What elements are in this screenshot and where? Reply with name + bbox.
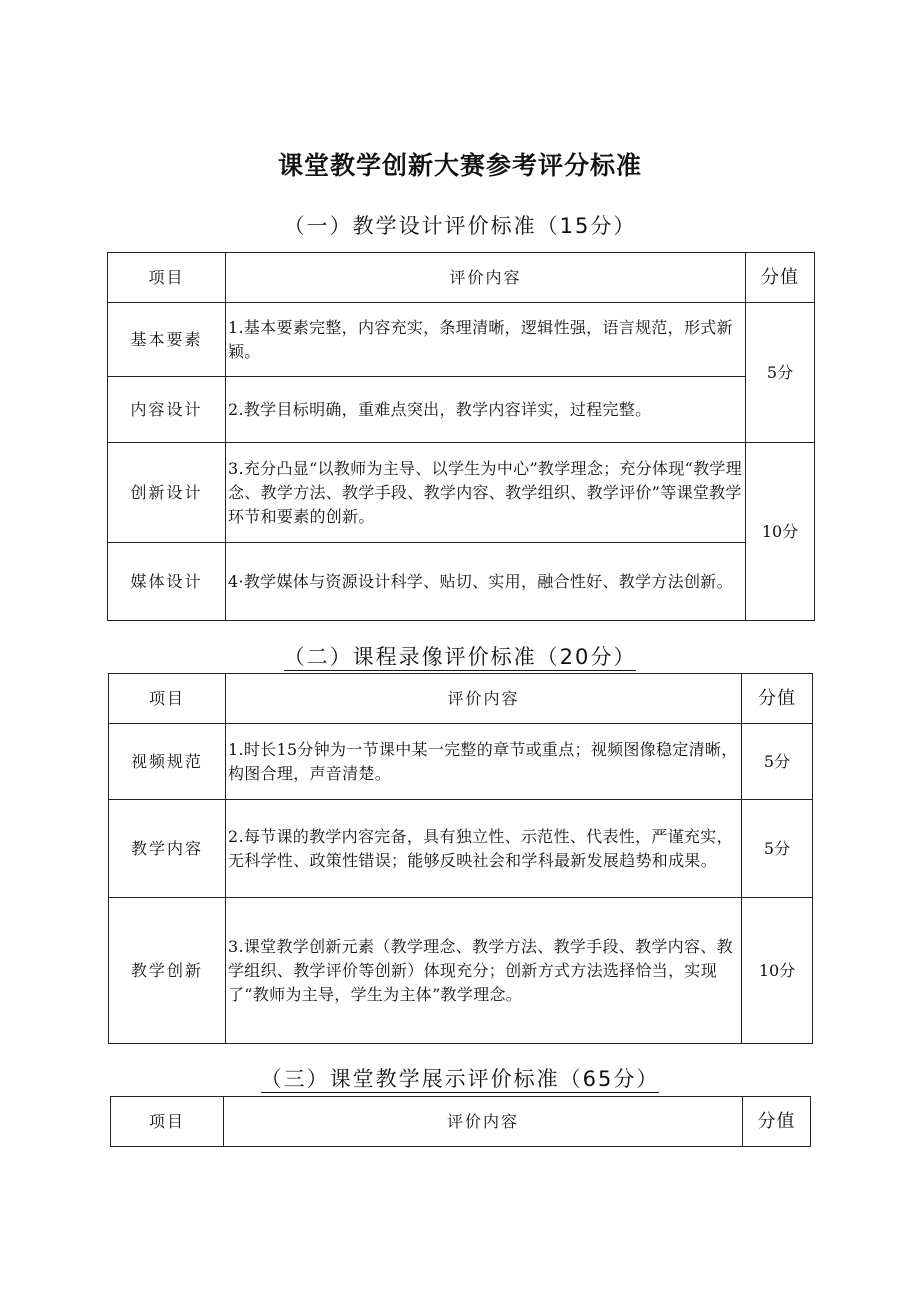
section-heading-text: （三）课堂教学展示评价标准（65分）: [260, 1067, 660, 1091]
row-content: 1.基本要素完整，内容充实，条理清晰，逻辑性强，语言规范，形式新颖。: [226, 303, 746, 377]
row-score: 5分: [742, 724, 813, 800]
header-content: 评价内容: [224, 1097, 743, 1147]
section-heading-design: [0, 213, 920, 239]
row-score: 10分: [742, 898, 813, 1044]
header-score: 分值: [743, 1097, 811, 1147]
header-content: 评价内容: [226, 674, 742, 724]
section-heading-video: [0, 644, 920, 671]
row-score: 5分: [746, 303, 815, 443]
header-content: 评价内容: [226, 253, 746, 303]
classroom-evaluation-table: [110, 1096, 811, 1147]
row-item: 教学内容: [109, 800, 226, 898]
row-item: 基本要素: [108, 303, 226, 377]
row-content: 4·教学媒体与资源设计科学、贴切、实用，融合性好、教学方法创新。: [226, 543, 746, 621]
row-item: 教学创新: [109, 898, 226, 1044]
table-row: [108, 377, 815, 443]
page-title: 课堂教学创新大赛参考评分标准: [277, 151, 642, 180]
row-content: 1.时长15分钟为一节课中某一完整的章节或重点；视频图像稳定清晰，构图合理，声音清楚。: [226, 724, 742, 800]
table-row: [108, 543, 815, 621]
table-header-row: [109, 674, 813, 724]
row-item: 媒体设计: [108, 543, 226, 621]
row-item: 视频规范: [109, 724, 226, 800]
table-row: [108, 443, 815, 543]
header-item: 项目: [109, 674, 226, 724]
row-score: 5分: [742, 800, 813, 898]
table-row: [108, 303, 815, 377]
row-content: 2.每节课的教学内容完备，具有独立性、示范性、代表性，严谨充实，无科学性、政策性错误；能够反映社会和学科最新发展趋势和成果。: [226, 800, 742, 898]
header-score: 分值: [742, 674, 813, 724]
table-row: [109, 898, 813, 1044]
section-heading-text: （二）课程录像评价标准（20分）: [283, 645, 637, 669]
header-item: 项目: [108, 253, 226, 303]
design-evaluation-table: [107, 252, 815, 621]
row-content: 3.课堂教学创新元素（教学理念、教学方法、教学手段、教学内容、教学组织、教学评价等创新）体现充分；创新方式方法选择恰当，实现了“教师为主导，学生为主体”教学理念。: [226, 898, 742, 1044]
row-content: 3.充分凸显“以教师为主导、以学生为中心”教学理念；充分体现“教学理念、教学方法、教学手段、教学内容、教学组织、教学评价”等课堂教学环节和要素的创新。: [226, 443, 746, 543]
table-row: [109, 800, 813, 898]
table-header-row: [108, 253, 815, 303]
row-item: 内容设计: [108, 377, 226, 443]
section-heading-text: （一）教学设计评价标准（15分）: [283, 214, 637, 238]
table-header-row: [111, 1097, 811, 1147]
row-score: 10分: [746, 443, 815, 621]
section-heading-classroom: [0, 1066, 920, 1093]
row-item: 创新设计: [108, 443, 226, 543]
row-content: 2.教学目标明确，重难点突出，教学内容详实，过程完整。: [226, 377, 746, 443]
header-item: 项目: [111, 1097, 224, 1147]
video-evaluation-table: [108, 673, 813, 1044]
table-row: [109, 724, 813, 800]
header-score: 分值: [746, 253, 815, 303]
